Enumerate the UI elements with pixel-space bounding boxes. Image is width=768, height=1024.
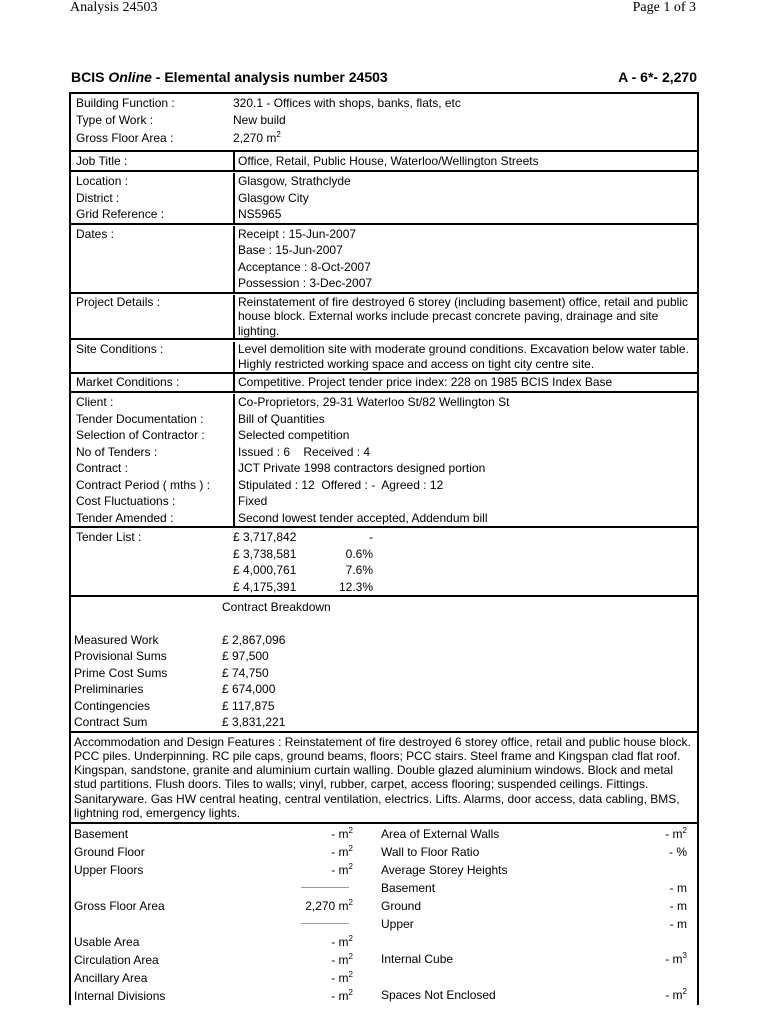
contract-row xyxy=(71,460,697,477)
area-label: Wall to Floor Ratio xyxy=(381,845,480,860)
field-value: £ 2,867,096 xyxy=(222,632,286,647)
area-label: Ground xyxy=(381,899,422,914)
area-value xyxy=(278,933,353,951)
breakdown-row xyxy=(71,665,697,682)
areas-grid xyxy=(71,824,697,1005)
building-row xyxy=(71,95,697,112)
field-value: NS5965 xyxy=(238,207,282,221)
contract-section xyxy=(71,393,697,528)
field-value: £ 117,875 xyxy=(222,698,275,713)
field-value: Bill of Quantities xyxy=(238,411,325,426)
area-row xyxy=(71,987,353,1005)
field-label: Gross Floor Area : xyxy=(76,131,174,145)
field-label: Contingencies xyxy=(74,698,151,713)
area-label: Internal Divisions xyxy=(74,989,166,1004)
area-value xyxy=(278,897,353,915)
field-value: Glasgow, Strathclyde xyxy=(238,174,351,188)
value-text: - m xyxy=(331,863,349,878)
breakdown-heading-row xyxy=(71,599,697,616)
title-prefix: BCIS xyxy=(71,69,109,85)
field-value: £ 97,500 xyxy=(222,649,269,663)
areas-right xyxy=(353,825,697,1005)
dates-section xyxy=(71,225,697,294)
field-value: Stipulated : 12 Offered : - Agreed : 12 xyxy=(238,477,444,492)
field-label: Contract Sum xyxy=(74,715,148,729)
tender-amount: £ 4,175,391 xyxy=(233,579,297,594)
field-label: Cost Fluctuations : xyxy=(71,493,235,510)
area-label: Upper xyxy=(381,917,414,932)
area-value xyxy=(278,951,353,969)
area-value xyxy=(278,861,353,879)
tender-list xyxy=(224,529,697,595)
job-row xyxy=(71,152,697,170)
unit-sup: 2 xyxy=(682,987,687,997)
field-label: Location : xyxy=(71,173,235,190)
breakdown-row xyxy=(71,681,697,698)
unit-sup: 2 xyxy=(348,844,353,854)
sum-rule xyxy=(301,923,349,924)
tender-pct: 0.6% xyxy=(345,546,373,561)
area-value xyxy=(607,825,697,843)
tender-pct: 12.3% xyxy=(338,579,373,594)
unit-sup: 2 xyxy=(348,934,353,944)
area-row xyxy=(353,861,697,879)
area-value xyxy=(278,969,353,987)
unit-sup: 2 xyxy=(348,862,353,872)
field-label: Contract : xyxy=(71,460,235,477)
field-label: Preliminaries xyxy=(74,682,144,696)
field-label: Contract Period ( mths ) : xyxy=(71,477,235,494)
field-label: No of Tenders : xyxy=(71,444,235,461)
unit-sup: 2 xyxy=(348,970,353,980)
area-value xyxy=(278,987,353,1005)
field-label: Type of Work : xyxy=(76,112,154,127)
page-number: Page 1 of 3 xyxy=(632,0,696,15)
area-label: Usable Area xyxy=(74,935,140,950)
market-section xyxy=(71,374,697,393)
tender-list-section xyxy=(71,528,697,597)
date-receipt: Receipt : 15-Jun-2007 xyxy=(238,226,357,241)
area-label: Ground Floor xyxy=(74,845,145,860)
area-label: Internal Cube xyxy=(381,952,454,967)
project-section xyxy=(71,294,697,341)
area-row xyxy=(353,950,697,968)
field-label: Market Conditions : xyxy=(71,374,235,391)
spacer xyxy=(71,599,222,616)
building-section xyxy=(71,94,697,152)
project-row xyxy=(71,295,697,339)
spacer xyxy=(353,933,697,950)
field-label: Measured Work xyxy=(74,632,159,647)
field-value: 320.1 - Offices with shops, banks, flats, etc xyxy=(233,96,461,110)
field-value: Level demolition site with moderate ground conditions. Excavation below water table. Highly restricted working space and access on tight city centre site. xyxy=(238,342,689,371)
contract-row xyxy=(71,493,697,510)
title-online: Online xyxy=(108,69,152,85)
area-label: Ancillary Area xyxy=(74,971,148,986)
field-label: Site Conditions : xyxy=(71,342,235,372)
tender-pct: 7.6% xyxy=(345,563,373,577)
field-label: Project Details : xyxy=(71,295,235,339)
area-label: Upper Floors xyxy=(74,863,144,878)
areas-left xyxy=(71,825,353,1005)
value-text: - m xyxy=(665,952,683,967)
area-label: Average Storey Heights xyxy=(381,863,508,878)
area-value: - % xyxy=(669,845,687,860)
area-row xyxy=(71,843,353,861)
area-row xyxy=(353,897,697,915)
area-row xyxy=(353,968,697,986)
contract-row xyxy=(71,394,697,411)
area-row xyxy=(353,986,697,1004)
field-label: Job Title : xyxy=(71,152,235,170)
area-value xyxy=(607,950,697,968)
contract-breakdown-section xyxy=(71,597,697,733)
field-value: New build xyxy=(233,112,286,127)
field-label: Building Function : xyxy=(76,96,175,110)
area-label: Spaces Not Enclosed xyxy=(381,988,496,1003)
value-text: 2,270 m xyxy=(305,899,349,914)
area-value xyxy=(278,843,353,861)
unit-sup: 2 xyxy=(348,826,353,836)
field-value: Issued : 6 Received : 4 xyxy=(238,444,371,459)
area-label: Circulation Area xyxy=(74,953,159,968)
field-value xyxy=(233,128,697,148)
location-section xyxy=(71,172,697,225)
breakdown-row xyxy=(71,714,697,731)
building-row xyxy=(71,112,697,129)
field-label: Tender List : xyxy=(76,530,142,544)
area-value: - m xyxy=(669,917,687,932)
field-value: £ 674,000 xyxy=(222,682,276,696)
page-header-left: Analysis 24503 xyxy=(70,0,158,15)
contract-row xyxy=(71,477,697,494)
value-text: - m xyxy=(331,827,349,842)
building-row xyxy=(71,128,697,148)
location-row xyxy=(71,206,697,223)
field-label: Prime Cost Sums xyxy=(74,665,168,680)
field-label: Grid Reference : xyxy=(71,206,235,223)
tender-item xyxy=(233,529,689,546)
breakdown-row xyxy=(71,648,697,665)
spacer xyxy=(353,968,697,986)
field-value: JCT Private 1998 contractors designed portion xyxy=(238,461,486,475)
contract-row xyxy=(71,411,697,428)
field-value: Office, Retail, Public House, Waterloo/Wellington Streets xyxy=(238,154,539,168)
contract-row xyxy=(71,427,697,444)
accommodation-section: Accommodation and Design Features : Reinstatement of fire destroyed 6 storey office, retail and public house block. PCC piles. Underpinning. RC pile caps, ground beams, floors; PCC stairs. Steel frame and Kingspan clad flat roof. Kingspan, sandstone, granite and aluminium curtain walling. Double glazed aluminium windows. Block and metal stud partitions. Flush doors. Tiles to walls; vinyl, rubber, carpet, access flooring; suspended ceilings. Fittings. Sanitaryware. Gas HW central heating, central ventilation, electrics. Lifts. Alarms, door access, data cabling, BMS, lightning rod, emergency lights. xyxy=(71,733,697,825)
analysis-table xyxy=(69,92,699,1005)
field-value: Glasgow City xyxy=(238,190,309,205)
unit-sup: 2 xyxy=(348,988,353,998)
area-value xyxy=(607,861,697,879)
tender-amount: £ 3,738,581 xyxy=(233,546,297,561)
location-row xyxy=(71,190,697,207)
contract-row xyxy=(71,510,697,527)
field-value xyxy=(235,226,697,292)
unit-sup: 2 xyxy=(276,130,281,139)
tender-list-row xyxy=(71,529,697,595)
value-text: - m xyxy=(665,988,683,1003)
market-row xyxy=(71,374,697,391)
unit-sup: 2 xyxy=(348,898,353,908)
area-value: - m xyxy=(669,881,687,896)
area-value: - m xyxy=(669,899,687,914)
area-label: Gross Floor Area xyxy=(74,899,165,914)
area-value xyxy=(607,986,697,1004)
value-text: - m xyxy=(331,989,349,1004)
field-value: Selected competition xyxy=(238,428,350,442)
tender-item xyxy=(233,562,689,579)
unit-sup: 2 xyxy=(348,952,353,962)
unit-sup: 2 xyxy=(682,826,687,836)
field-value: £ 3,831,221 xyxy=(222,715,286,729)
value-text: - m xyxy=(331,971,349,986)
area-row xyxy=(71,897,353,915)
breakdown-heading: Contract Breakdown xyxy=(222,600,331,614)
date-base: Base : 15-Jun-2007 xyxy=(238,243,343,257)
area-row xyxy=(353,879,697,897)
area-row xyxy=(71,969,353,987)
field-value: Second lowest tender accepted, Addendum bill xyxy=(238,510,488,525)
area-row xyxy=(353,843,697,861)
field-label: Client : xyxy=(71,394,235,411)
site-section xyxy=(71,340,697,374)
area-label: Basement xyxy=(381,881,436,896)
field-value: Co-Proprietors, 29-31 Waterloo St/82 Wellington St xyxy=(238,395,510,409)
tender-amount: £ 4,000,761 xyxy=(233,563,297,577)
area-row xyxy=(71,933,353,951)
field-value: £ 74,750 xyxy=(222,665,269,680)
value-text: - m xyxy=(665,827,683,842)
field-label: Provisional Sums xyxy=(74,649,167,663)
location-row xyxy=(71,173,697,190)
job-section xyxy=(71,152,697,172)
area-value xyxy=(278,825,353,843)
unit-sup: 3 xyxy=(682,951,687,961)
sum-rule xyxy=(301,887,349,888)
area-row xyxy=(353,825,697,843)
value-text: - m xyxy=(331,935,349,950)
value-text: - m xyxy=(331,845,349,860)
breakdown-row xyxy=(71,698,697,715)
field-label: Dates : xyxy=(71,226,235,292)
field-label: Selection of Contractor : xyxy=(71,427,235,444)
breakdown-row xyxy=(71,632,697,649)
field-label: Tender Documentation : xyxy=(71,411,235,428)
tender-item xyxy=(233,579,689,596)
date-acceptance: Acceptance : 8-Oct-2007 xyxy=(238,259,371,274)
area-row xyxy=(71,861,353,879)
value-text: - m xyxy=(331,953,349,968)
page-title xyxy=(71,69,697,85)
area-label: Area of External Walls xyxy=(381,827,500,842)
field-value: Competitive. Project tender price index: 228 on 1985 BCIS Index Base xyxy=(238,375,613,389)
area-row xyxy=(353,933,697,950)
area-row xyxy=(71,825,353,843)
area-row xyxy=(71,951,353,969)
field-label: Tender Amended : xyxy=(71,510,235,527)
site-row xyxy=(71,342,697,372)
analysis-code: A - 6*- 2,270 xyxy=(618,69,697,85)
dates-row xyxy=(71,226,697,292)
area-row xyxy=(353,915,697,933)
field-value: Reinstatement of fire destroyed 6 storey (including basement) office, retail and public house block. External works include precast concrete paving, drainage and site lighting. xyxy=(238,294,689,338)
tender-item xyxy=(233,546,689,563)
date-possession: Possession : 3-Dec-2007 xyxy=(238,276,373,290)
tender-pct: - xyxy=(369,530,373,544)
title-suffix: - Elemental analysis number 24503 xyxy=(151,69,388,85)
tender-amount: £ 3,717,842 xyxy=(233,530,297,544)
field-label: District : xyxy=(71,190,235,207)
area-label: Basement xyxy=(74,827,129,842)
gfa-value: 2,270 m xyxy=(233,131,277,145)
contract-row xyxy=(71,444,697,461)
field-value: Fixed xyxy=(238,494,268,508)
